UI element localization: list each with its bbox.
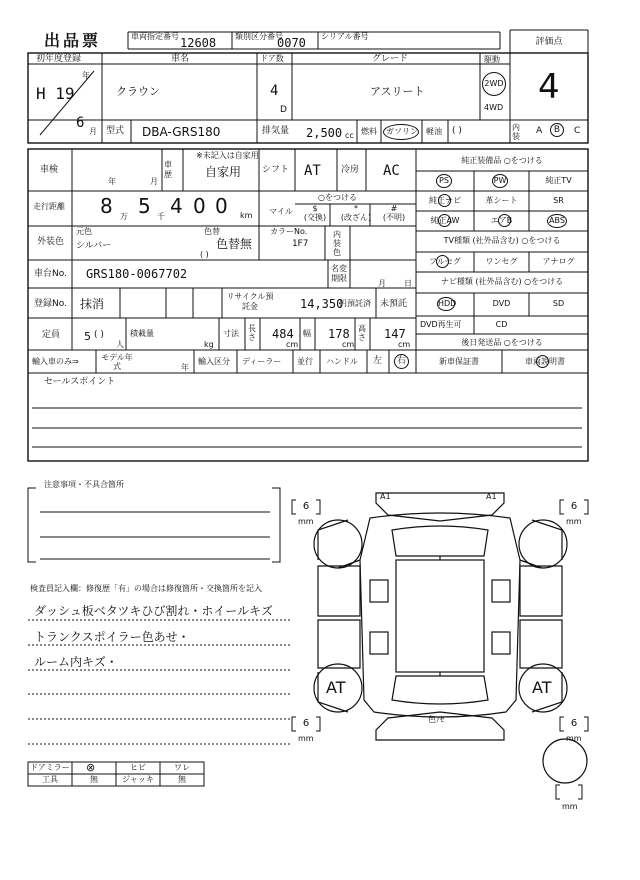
equip-aw: 純正AW bbox=[430, 216, 460, 225]
sheet-title: 出品票 bbox=[44, 31, 102, 50]
car-name: クラウン bbox=[116, 85, 160, 98]
equip-navi-circle bbox=[438, 194, 451, 207]
tv-fullseg: フルセグ bbox=[429, 257, 461, 266]
spare-unit: mm bbox=[562, 802, 578, 811]
grade-value: アスリート bbox=[370, 85, 425, 98]
hei-unit: cm bbox=[398, 340, 411, 349]
model-year-unit: 年 bbox=[181, 363, 189, 372]
capacity-value: 5 bbox=[84, 330, 91, 343]
later-manual-circle bbox=[536, 355, 549, 368]
capacity-paren: ( ) bbox=[94, 330, 104, 340]
model-year-label: モデル年式 bbox=[101, 353, 133, 371]
later-warranty: 新車保証書 bbox=[439, 357, 479, 366]
color-change-value: 色替無 bbox=[216, 237, 253, 251]
mileage-d4: 0 bbox=[193, 194, 206, 218]
color-code-label: カラーNo. bbox=[270, 227, 308, 236]
fuel-paren: ( ) bbox=[452, 126, 462, 136]
capacity-unit: 人 bbox=[116, 340, 124, 349]
model-value: DBA-GRS180 bbox=[142, 125, 221, 139]
reg-no-label: 車両指定番号 bbox=[131, 32, 179, 41]
equip-pw: PW bbox=[492, 174, 508, 188]
tire-rr-unit: mm bbox=[566, 734, 582, 743]
interior-c: C bbox=[574, 126, 581, 136]
mileage-u2: 千 bbox=[157, 212, 165, 221]
mileage-label: 走行距離 bbox=[33, 202, 65, 211]
mileage-exchange: $ (交換) bbox=[303, 204, 327, 222]
equipment-title: 純正装備品 ○をつける bbox=[461, 156, 543, 165]
mirror-label: ドアミラー bbox=[30, 763, 70, 772]
tire-fl-unit: mm bbox=[298, 517, 314, 526]
tire-rl-unit: mm bbox=[298, 734, 314, 743]
import-label: 輸入車のみ⇒ bbox=[32, 357, 79, 366]
doors-label: ドア数 bbox=[260, 54, 284, 63]
inspector-line-2: トランクスポイラー色あせ・ bbox=[34, 630, 190, 644]
capacity-label: 定員 bbox=[42, 330, 61, 340]
door-type: D bbox=[280, 105, 287, 115]
grade-label: グレード bbox=[371, 54, 408, 64]
tire-fl-value: 6 bbox=[302, 501, 310, 512]
tv-title: TV種類 (社外品含む) ○をつける bbox=[443, 236, 561, 245]
dims-label: 寸法 bbox=[223, 329, 239, 338]
len-value: 484 bbox=[272, 327, 294, 341]
break-label: ワレ bbox=[174, 763, 190, 772]
navi-dvd: DVD bbox=[492, 299, 511, 308]
int-color-label: 内装色 bbox=[333, 230, 341, 257]
history-label: 車歴 bbox=[164, 160, 172, 179]
grade-score-label: 評価点 bbox=[535, 37, 563, 47]
inspect-month-unit: 月 bbox=[150, 177, 158, 186]
orig-color: シルバー bbox=[76, 241, 112, 251]
equip-airbag: エアB bbox=[490, 216, 513, 225]
recycle-label: リサイクル預託金 bbox=[226, 292, 274, 311]
doors-value: 4 bbox=[270, 83, 279, 99]
year-unit: 年 bbox=[82, 71, 90, 80]
chassis-value: GRS180-0067702 bbox=[86, 267, 188, 281]
mark-a1-left: A1 bbox=[380, 492, 391, 501]
inspector-heading: 検査員記入欄：修復歴「有」の場合は修復箇所・交換箇所を記入 bbox=[30, 584, 262, 593]
mileage-unknown: # (不明) bbox=[382, 204, 406, 222]
import-parallel: 並行 bbox=[297, 357, 313, 366]
handle-label: ハンドル bbox=[326, 357, 358, 366]
handle-right-circled: 右 bbox=[394, 354, 409, 369]
first-reg-month: 6 bbox=[76, 115, 85, 131]
tire-fr-unit: mm bbox=[566, 517, 582, 526]
orig-color-label: 元色 bbox=[76, 227, 92, 236]
mileage-d2: 5 bbox=[138, 194, 151, 218]
notes-label: 注意事項・不具合箇所 bbox=[44, 480, 124, 489]
disp-value: 2,500 bbox=[306, 126, 343, 140]
recycle-no: 未預託 bbox=[380, 299, 408, 309]
serial-label: シリアル番号 bbox=[321, 32, 369, 41]
month-unit: 月 bbox=[89, 127, 97, 136]
equip-ps: PS bbox=[436, 174, 452, 188]
mark-fade: 色ｱｾ bbox=[428, 715, 444, 724]
len-label: 長さ bbox=[248, 324, 256, 342]
deadline-month: 月 bbox=[378, 279, 386, 288]
later-title: 後日発送品 ○をつける bbox=[461, 338, 543, 347]
mileage-d5: 0 bbox=[215, 194, 228, 218]
wid-label: 幅 bbox=[303, 329, 311, 338]
recycle-value: 14,350 bbox=[300, 297, 344, 311]
mirror-circled-mark: ⊗ bbox=[86, 761, 96, 774]
interior-label: 内装 bbox=[512, 123, 520, 141]
shift-label: シフト bbox=[262, 165, 290, 175]
ext-color-label: 外装色 bbox=[37, 237, 65, 247]
hei-value: 147 bbox=[384, 327, 406, 341]
equip-airbag-circle bbox=[498, 214, 511, 227]
equip-aw-circle bbox=[438, 214, 451, 227]
regno-value: 抹消 bbox=[80, 297, 105, 311]
mileage-d1: 8 bbox=[100, 194, 113, 218]
recycle-suffix: 円預託済 bbox=[339, 299, 371, 308]
history-note: ※未記入は自家用 bbox=[196, 151, 259, 160]
mileage-u1: 万 bbox=[120, 212, 128, 221]
mileage-check-note: ○をつける bbox=[318, 193, 357, 202]
disp-unit: cc bbox=[345, 131, 354, 140]
inspector-line-1: ダッシュ板ベタツキひび割れ・ホイールキズ bbox=[34, 604, 273, 618]
tools-value: 無 bbox=[90, 775, 98, 784]
car-diagram bbox=[314, 493, 587, 783]
hei-label: 高さ bbox=[358, 324, 366, 342]
color-paren: ( ) bbox=[200, 250, 209, 259]
navi-title: ナビ種類 (社外品含む) ○をつける bbox=[440, 277, 564, 286]
chassis-label: 車台No. bbox=[34, 269, 67, 279]
tire-rr-value: 6 bbox=[570, 718, 578, 729]
inspect-year-unit: 年 bbox=[108, 177, 116, 186]
shift-value: AT bbox=[304, 163, 321, 179]
tv-fullseg-circle bbox=[436, 255, 449, 268]
equip-navi: 純正ナビ bbox=[429, 196, 461, 205]
wid-unit: cm bbox=[342, 340, 355, 349]
class-no-label: 類別区分番号 bbox=[235, 32, 283, 41]
interior-b-circled: B bbox=[550, 123, 564, 137]
mileage-d3: 4 bbox=[170, 194, 183, 218]
jack-value: 無 bbox=[178, 775, 186, 784]
navi-sd: SD bbox=[552, 299, 565, 308]
equip-sr: SR bbox=[553, 196, 564, 205]
first-reg-era: H 19 bbox=[36, 84, 75, 103]
mileage-mile: マイル bbox=[269, 207, 293, 216]
disp-label: 排気量 bbox=[262, 126, 290, 136]
import-div-label: 輸入区分 bbox=[198, 357, 230, 366]
tv-oneseg: ワンセグ bbox=[485, 257, 518, 266]
interior-a: A bbox=[536, 126, 543, 136]
equip-tv: 純正TV bbox=[545, 176, 572, 185]
tire-rl-value: 6 bbox=[302, 718, 310, 729]
drive-label: 駆動 bbox=[484, 55, 500, 64]
inspect-label: 車検 bbox=[40, 165, 59, 175]
mark-at-right: AT bbox=[532, 678, 552, 697]
equip-leather: 革シート bbox=[485, 196, 518, 205]
mark-at-left: AT bbox=[326, 678, 346, 697]
first-reg-label: 初年度登録 bbox=[36, 54, 82, 64]
cd-label: CD bbox=[495, 320, 508, 329]
tire-fr-value: 6 bbox=[570, 501, 578, 512]
mark-a1-right: A1 bbox=[486, 492, 497, 501]
drive-4wd: 4WD bbox=[484, 103, 504, 112]
navi-hdd: HDD bbox=[437, 297, 455, 311]
load-label: 積載量 bbox=[130, 329, 154, 338]
class-no: 0070 bbox=[277, 36, 306, 50]
color-code: 1F7 bbox=[292, 239, 309, 249]
deadline-label: 名変期限 bbox=[331, 264, 347, 283]
mileage-tampered: * (改ざん) bbox=[340, 204, 372, 222]
handle-left: 左 bbox=[373, 356, 383, 366]
import-dealer: ディーラー bbox=[242, 357, 282, 366]
load-unit: kg bbox=[204, 340, 214, 349]
jack-label: ジャッキ bbox=[122, 775, 154, 784]
ac-label: 冷房 bbox=[341, 165, 360, 175]
crack-label: ヒビ bbox=[130, 763, 146, 772]
car-name-label: 車名 bbox=[170, 54, 189, 64]
dvd-playback: DVD再生可 bbox=[420, 320, 462, 329]
inspector-line-3: ルーム内キズ・ bbox=[34, 655, 118, 669]
tools-label: 工具 bbox=[42, 775, 58, 784]
ac-value: AC bbox=[383, 163, 400, 179]
len-unit: cm bbox=[286, 340, 299, 349]
deadline-day: 日 bbox=[404, 279, 412, 288]
equip-abs: ABS bbox=[547, 214, 567, 228]
spare-tire bbox=[543, 739, 587, 783]
model-label: 型式 bbox=[106, 126, 125, 136]
fuel-gasoline-circled: ガソリン bbox=[383, 124, 419, 140]
fuel-diesel: 軽油 bbox=[426, 127, 442, 136]
sales-label: セールスポイント bbox=[44, 377, 116, 387]
reg-no: 12608 bbox=[180, 36, 217, 50]
mileage-unit: km bbox=[240, 211, 253, 220]
later-manual: 車両説明書 bbox=[525, 357, 565, 366]
drive-2wd-circled: 2WD bbox=[482, 72, 506, 96]
grade-score: 4 bbox=[538, 67, 560, 107]
fuel-label: 燃料 bbox=[361, 127, 377, 136]
color-change-label: 色替 bbox=[204, 227, 220, 236]
wid-value: 178 bbox=[328, 327, 350, 341]
regno-label: 登録No. bbox=[34, 299, 67, 309]
history-value: 自家用 bbox=[205, 165, 242, 179]
tv-analog: アナログ bbox=[542, 257, 575, 266]
